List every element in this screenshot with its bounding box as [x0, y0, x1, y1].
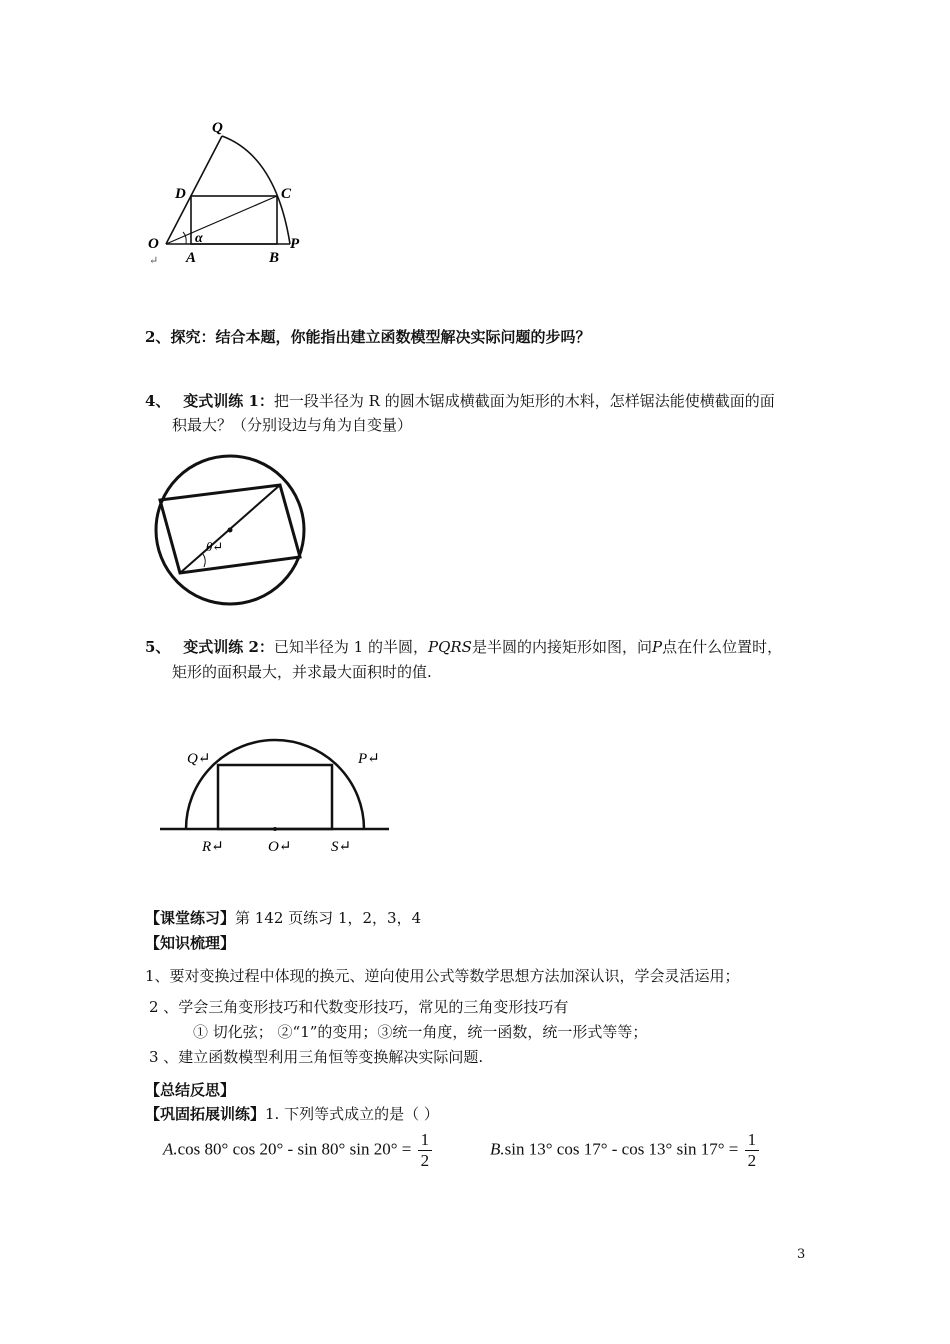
question-5 — [145, 636, 782, 658]
label-Q: Q — [212, 120, 223, 136]
question-5-number: 5、 — [145, 638, 171, 656]
practice-label: 【课堂练习】 — [145, 909, 236, 927]
question-4-title: 变式训练 1： — [183, 392, 274, 410]
label-C: C — [281, 186, 292, 202]
label-O: O↵ — [268, 839, 292, 855]
question-5-pqrs: PQRS — [427, 638, 472, 656]
option-b — [490, 1130, 761, 1171]
fraction-denominator: 2 — [747, 1151, 757, 1170]
label-A: A — [186, 250, 197, 266]
review-label: 【知识梳理】 — [145, 934, 236, 952]
question-5-mid: 是半圆的内接矩形如图，问 — [471, 638, 652, 656]
exercise-label: 【巩固拓展训练】 — [145, 1105, 266, 1123]
fraction-denominator: 2 — [420, 1151, 430, 1170]
question-5-post: 点在什么位置时， — [662, 638, 783, 656]
option-b-expression: sin 13° cos 17° - cos 13° sin 17° = — [504, 1139, 739, 1159]
classroom-practice — [145, 907, 421, 929]
question-2-number: 2、 — [145, 328, 171, 346]
page-number: 3 — [797, 1247, 806, 1262]
semicircle-arc — [186, 740, 364, 829]
review-item-3: 3 、建立函数模型利用三角恒等变换解决实际问题. — [149, 1048, 484, 1066]
label-P: P↵ — [358, 751, 380, 767]
center-point-O — [273, 827, 277, 831]
rectangle-PQRS — [218, 765, 332, 829]
fraction-numerator: 1 — [418, 1130, 433, 1151]
question-2 — [145, 326, 590, 348]
question-4 — [145, 390, 775, 412]
question-4-line1: 把一段半径为 R 的圆木锯成横截面为矩形的木料，怎样锯法能使横截面的面 — [273, 392, 775, 410]
practice-text: 第 142 页练习 1，2，3，4 — [235, 909, 422, 927]
question-5-line2: 矩形的面积最大，并求最大面积时的值. — [172, 663, 432, 681]
option-b-fraction — [745, 1130, 760, 1171]
label-S: S↵ — [331, 839, 352, 855]
question-2-text: 探究：结合本题，你能指出建立函数模型解决实际问题的步吗？ — [170, 328, 591, 346]
semicircle-rectangle-figure — [155, 725, 395, 860]
question-5-p: P — [651, 638, 663, 656]
review-item-1: 1、要对变换过程中体现的换元、逆向使用公式等数学思想方法加深认识，学会灵活运用； — [145, 967, 740, 985]
option-b-letter: B. — [490, 1139, 505, 1159]
review-item-2-sub: ① 切化弦； ②“1”的变用；③统一角度，统一函数，统一形式等等； — [193, 1023, 648, 1041]
option-a — [163, 1130, 434, 1171]
sector-rectangle-figure — [140, 118, 320, 268]
angle-alpha-arc — [183, 232, 186, 244]
question-5-pre: 已知半径为 1 的半圆， — [273, 638, 428, 656]
option-a-expression: cos 80° cos 20° - sin 80° sin 20° = — [177, 1139, 412, 1159]
arc-QP — [222, 136, 290, 244]
summary-label: 【总结反思】 — [145, 1081, 236, 1099]
label-Q: Q↵ — [187, 751, 211, 767]
label-O: O — [148, 236, 159, 252]
center-point — [228, 528, 233, 533]
label-P: P — [290, 236, 300, 252]
label-R: R↵ — [202, 839, 224, 855]
label-D: D — [175, 186, 186, 202]
segment-OC — [166, 196, 277, 244]
question-4-number: 4、 — [145, 392, 171, 410]
label-theta: θ↵ — [206, 539, 224, 554]
label-alpha: α — [195, 231, 203, 246]
option-a-letter: A. — [163, 1139, 178, 1159]
review-item-2: 2 、学会三角变形技巧和代数变形技巧，常见的三角变形技巧有 — [149, 998, 569, 1016]
fraction-numerator: 1 — [745, 1130, 760, 1151]
angle-theta-arc — [203, 554, 205, 567]
exercise — [145, 1103, 439, 1125]
question-4-line2: 积最大？（分别设边与角为自变量） — [172, 416, 413, 434]
circle-rectangle-figure — [148, 450, 314, 610]
return-mark: ↵ — [149, 255, 159, 267]
exercise-question-1: 1. 下列等式成立的是（ ） — [265, 1105, 439, 1123]
question-5-title: 变式训练 2： — [183, 638, 274, 656]
label-B: B — [269, 250, 280, 266]
rectangle-ABCD — [191, 196, 277, 244]
option-a-fraction — [418, 1130, 433, 1171]
